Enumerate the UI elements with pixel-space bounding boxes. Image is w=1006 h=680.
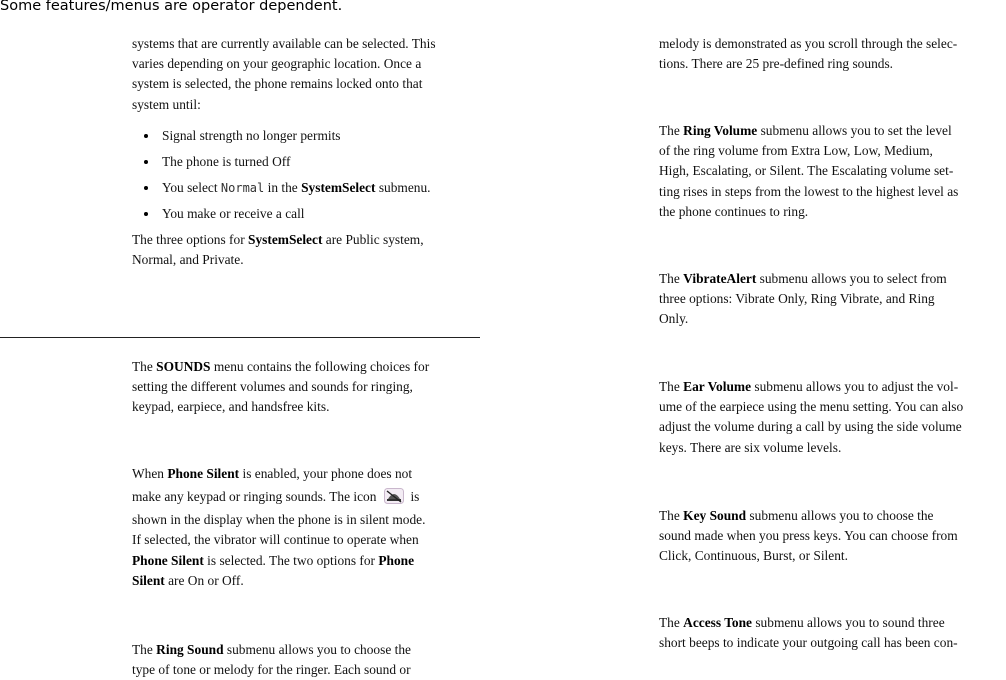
page-header-note: Some features/menus are operator dependent. [0,0,343,14]
bullet-icon [144,186,148,190]
section-divider [0,337,480,338]
phone-silent-paragraph: When Phone Silent is enabled, your phone does not make any keypad or ringing sounds. The icon is shown in the display when the phone is in silent mode. If selected, the vibrator will continue to operate when Phone Silent is selected. The two options for Phone Silent are On or Off. [132,466,426,588]
bullet-icon [144,212,148,216]
normal-option-label: Normal [220,181,265,195]
access-tone-paragraph: The Access Tone submenu allows you to sound three short beeps to indicate your outgoing call has been con- [659,615,958,651]
text-line: varies depending on your geographic location. Once a [132,56,422,72]
ring-volume-paragraph: The Ring Volume submenu allows you to set the level of the ring volume from Extra Low, Low, Medium, High, Escalating, or Silent. The Escalating volume set- ting rises in steps from the lowest to the highest level as the phone continues to ring. [659,123,959,219]
key-sound-paragraph: The Key Sound submenu allows you to choose the sound made when you press keys. You can choose from Click, Continuous, Burst, or Silent. [659,508,958,564]
bullet-icon [144,160,148,164]
system-select-options-paragraph: The three options for SystemSelect are Public system, Normal, and Private. [132,232,424,268]
list-item: You make or receive a call [132,203,492,229]
text-line: system is selected, the phone remains locked onto that [132,76,423,92]
bullet-icon [144,134,148,138]
list-item: Signal strength no longer permits [132,125,492,151]
vibrate-alert-paragraph: The VibrateAlert submenu allows you to select from three options: Vibrate Only, Ring Vibrate, and Ring Only. [659,271,947,327]
list-item: The phone is turned Off [132,151,492,177]
text-line: systems that are currently available can be selected. This [132,36,436,51]
silent-mode-icon [384,487,404,503]
list-item: You select Normal in the SystemSelect submenu. [132,177,492,203]
ring-sound-paragraph: The Ring Sound submenu allows you to choose the type of tone or melody for the ringer. Each sound or [132,642,411,678]
ear-volume-paragraph: The Ear Volume submenu allows you to adjust the vol- ume of the earpiece using the menu setting. You can also adjust the volume during a call by using the side volume keys. There are six volume levels. [659,379,964,455]
system-until-list [132,125,492,229]
sounds-menu-paragraph: The SOUNDS menu contains the following choices for setting the different volumes and sounds for ringing, keypad, earpiece, and handsfree kits. [132,359,430,415]
text-line: system until: [132,96,201,112]
ring-sound-continued: melody is demonstrated as you scroll through the selec- tions. There are 25 pre-defined ring sounds. [659,36,958,72]
system-select-intro [132,34,482,115]
